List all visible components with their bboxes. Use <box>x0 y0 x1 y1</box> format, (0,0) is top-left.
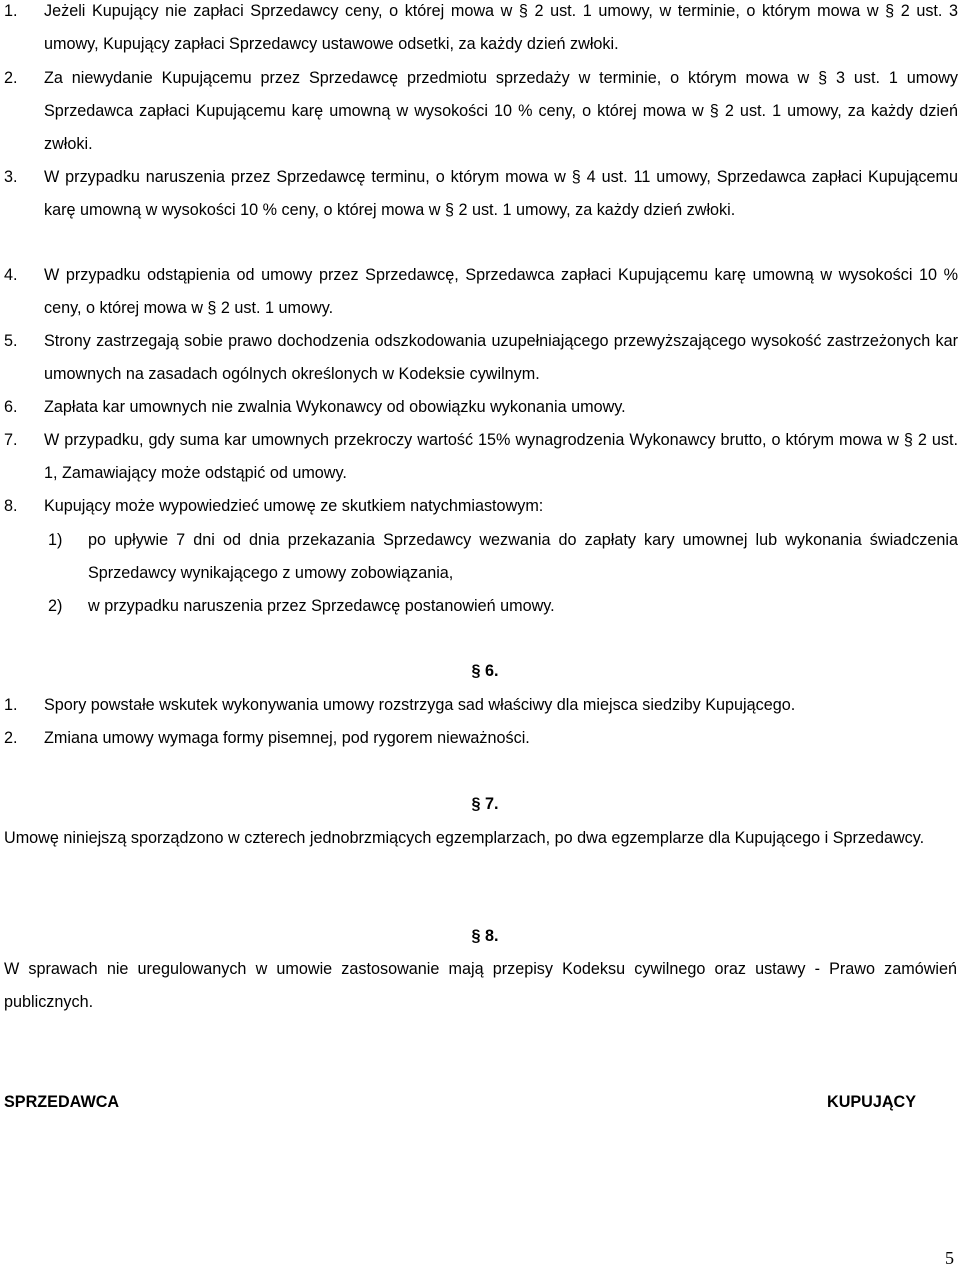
item-number: 8. <box>4 497 18 515</box>
seller-signature-label: SPRZEDAWCA <box>4 1093 120 1111</box>
sub-item-number: 1) <box>48 531 63 549</box>
item-text: Spory powstałe wskutek wykonywania umowy rozstrzyga sad właściwy dla miejsca siedziby Kupującego. <box>44 696 796 714</box>
item-number: 7. <box>4 431 18 449</box>
item-number: 4. <box>4 266 18 284</box>
item-text: W przypadku odstąpienia od umowy przez Sprzedawcę, Sprzedawca zapłaci Kupującemu karę umowną w wysokości 10 % ceny, o której mowa w § 2 ust. 1 umowy. <box>44 266 958 317</box>
item-text: Jeżeli Kupujący nie zapłaci Sprzedawcy ceny, o której mowa w § 2 ust. 1 umowy, w terminie, o którym mowa w § 2 ust. 3 umowy, Kupujący zapłaci Sprzedawcy ustawowe odsetki, za każdy dzień zwłoki. <box>44 2 958 53</box>
sub-item-number: 2) <box>48 597 63 615</box>
sub-item-text: po upływie 7 dni od dnia przekazania Sprzedawcy wezwania do zapłaty kary umownej lub wykonania świadczenia Sprzedawcy wynikającego z umowy zobowiązania, <box>88 531 958 582</box>
section-heading: § 7. <box>471 795 499 813</box>
item-number: 2. <box>4 729 18 747</box>
item-text: Za niewydanie Kupującemu przez Sprzedawcę przedmiotu sprzedaży w terminie, o którym mowa w § 3 ust. 1 umowy Sprzedawca zapłaci Kupującemu karę umowną w wysokości 10 % ceny, o której mowa w § 2 ust. 1 umowy, za każdy dzień zwłoki. <box>44 69 958 153</box>
section-heading: § 6. <box>471 662 499 680</box>
item-number: 2. <box>4 69 18 87</box>
item-text: Zmiana umowy wymaga formy pisemnej, pod rygorem nieważności. <box>44 729 530 747</box>
item-number: 6. <box>4 398 18 416</box>
item-text: Strony zastrzegają sobie prawo dochodzenia odszkodowania uzupełniającego przewyższającego wysokość zastrzeżonych kar umownych na zasadach ogólnych określonych w Kodeksie cywilnym. <box>44 332 958 383</box>
item-text: W przypadku, gdy suma kar umownych przekroczy wartość 15% wynagrodzenia Wykonawcy brutto, o którym mowa w § 2 ust. 1, Zamawiający może odstąpić od umowy. <box>44 431 958 482</box>
item-text: Kupujący może wypowiedzieć umowę ze skutkiem natychmiastowym: <box>44 497 544 515</box>
item-number: 3. <box>4 168 18 186</box>
paragraph: Umowę niniejszą sporządzono w czterech jednobrzmiących egzemplarzach, po dwa egzemplarze dla Kupującego i Sprzedawcy. <box>4 829 925 847</box>
item-text: Zapłata kar umownych nie zwalnia Wykonawcy od obowiązku wykonania umowy. <box>44 398 626 416</box>
buyer-signature-label: KUPUJĄCY <box>827 1093 917 1111</box>
section-heading: § 8. <box>471 927 499 945</box>
page-number: 5 <box>945 1248 954 1268</box>
item-number: 5. <box>4 332 18 350</box>
item-number: 1. <box>4 2 18 20</box>
item-number: 1. <box>4 696 18 714</box>
item-text: W przypadku naruszenia przez Sprzedawcę terminu, o którym mowa w § 4 ust. 11 umowy, Sprzedawca zapłaci Kupującemu karę umowną w wysokości 10 % ceny, o której mowa w § 2 ust. 1 umowy, za każdy dzień zwłoki. <box>44 168 958 219</box>
paragraph: W sprawach nie uregulowanych w umowie zastosowanie mają przepisy Kodeksu cywilnego oraz ustawy - Prawo zamówień publicznych. <box>4 960 957 1011</box>
sub-item-text: w przypadku naruszenia przez Sprzedawcę postanowień umowy. <box>88 597 555 615</box>
